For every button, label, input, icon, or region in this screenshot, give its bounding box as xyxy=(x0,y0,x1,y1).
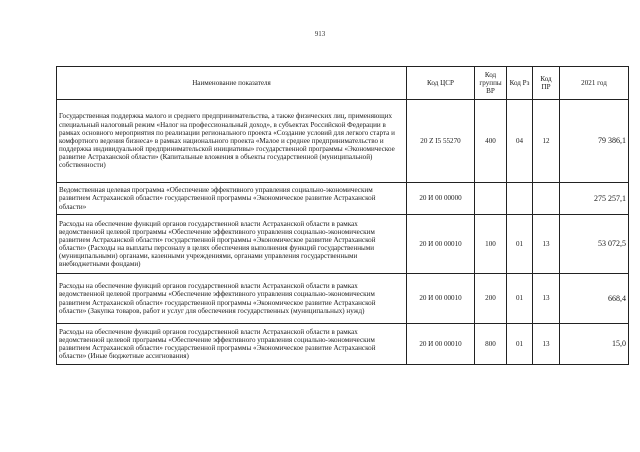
row-rz: 01 xyxy=(507,274,533,324)
row-pr: 13 xyxy=(533,324,560,365)
row-rz: 01 xyxy=(507,324,533,365)
row-sum: 275 257,1 xyxy=(594,193,626,203)
row-sum-cell xyxy=(560,100,629,183)
table-row xyxy=(57,215,629,274)
row-csr: 20 Z I5 55270 xyxy=(407,100,475,183)
row-csr: 20 И 00 00000 xyxy=(407,183,475,215)
row-sum: 15,0 xyxy=(612,339,626,349)
row-pr xyxy=(533,183,560,215)
row-rz: 04 xyxy=(507,100,533,183)
row-name: Ведомственная целевая программа «Обеспечение эффективного управления социально-экономическим развитием Астраханской области» государственной программы «Экономическое развитие Астраханской области» xyxy=(57,183,407,215)
row-sum-cell xyxy=(560,274,629,324)
header-sum: 2021 год xyxy=(560,67,629,100)
header-pr: Код ПР xyxy=(533,67,560,100)
page-number: 913 xyxy=(314,30,326,38)
row-name: Государственная поддержка малого и среднего предпринимательства, а также физических лиц, применяющих специальный налоговый режим «Налог на профессиональный доход», в субъектах Российской Федерации в рамках основного мероприятия по реализации регионального проекта «Создание условий для легкого старта и комфортного ведения бизнеса» в рамках национального проекта «Малое и среднее предпринимательство и поддержка индивидуальной предпринимательской инициативы» государственной программы «Экономическое развитие Астраханской области» (Капитальные вложения в объекты государственной (муниципальной) собственности) xyxy=(57,100,407,183)
table-row xyxy=(57,183,629,215)
table-row xyxy=(57,324,629,365)
row-name: Расходы на обеспечение функций органов государственной власти Астраханской области в рамках ведомственной целевой программы «Обеспечение эффективного управления социально-экономическим развитием Астраханской области» государственной программы «Экономическое развитие Астраханской области» (Закупка товаров, работ и услуг для обеспечения государственных (муниципальных) нужд) xyxy=(57,274,407,324)
row-rz xyxy=(507,183,533,215)
row-sum: 79 386,1 xyxy=(598,136,626,146)
row-pr: 13 xyxy=(533,215,560,274)
row-pr: 12 xyxy=(533,100,560,183)
header-csr: Код ЦСР xyxy=(407,67,475,100)
row-vr xyxy=(475,183,507,215)
row-csr: 20 И 00 00010 xyxy=(407,215,475,274)
row-vr: 800 xyxy=(475,324,507,365)
row-name: Расходы на обеспечение функций органов государственной власти Астраханской области в рамках ведомственной целевой программы «Обеспечение эффективного управления социально-экономическим развитием Астраханской области» государственной программы «Экономическое развитие Астраханской области» (Иные бюджетные ассигнования) xyxy=(57,324,407,365)
row-sum-cell xyxy=(560,183,629,215)
row-sum-cell xyxy=(560,215,629,274)
header-name: Наименование показателя xyxy=(57,67,407,100)
row-vr: 200 xyxy=(475,274,507,324)
table-row xyxy=(57,100,629,183)
row-rz: 01 xyxy=(507,215,533,274)
row-sum: 53 072,5 xyxy=(598,239,626,249)
row-pr: 13 xyxy=(533,274,560,324)
budget-table xyxy=(56,66,629,365)
row-vr: 100 xyxy=(475,215,507,274)
row-sum: 668,4 xyxy=(608,293,626,303)
row-name: Расходы на обеспечение функций органов государственной власти Астраханской области в рамках ведомственной целевой программы «Обеспечение эффективного управления социально-экономическим развитием Астраханской области» государственной программы «Экономическое развитие Астраханской области» (Расходы на выплаты персоналу в целях обеспечения выполнения функций государственными (муниципальными) органами, казенными учреждениями, органами управления государственными внебюджетными фондами) xyxy=(57,215,407,274)
row-vr: 400 xyxy=(475,100,507,183)
row-sum-cell xyxy=(560,324,629,365)
header-rz: Код Рз xyxy=(507,67,533,100)
row-csr: 20 И 00 00010 xyxy=(407,324,475,365)
table-header-row xyxy=(57,67,629,100)
table-row xyxy=(57,274,629,324)
header-vr: Код группы ВР xyxy=(475,67,507,100)
row-csr: 20 И 00 00010 xyxy=(407,274,475,324)
